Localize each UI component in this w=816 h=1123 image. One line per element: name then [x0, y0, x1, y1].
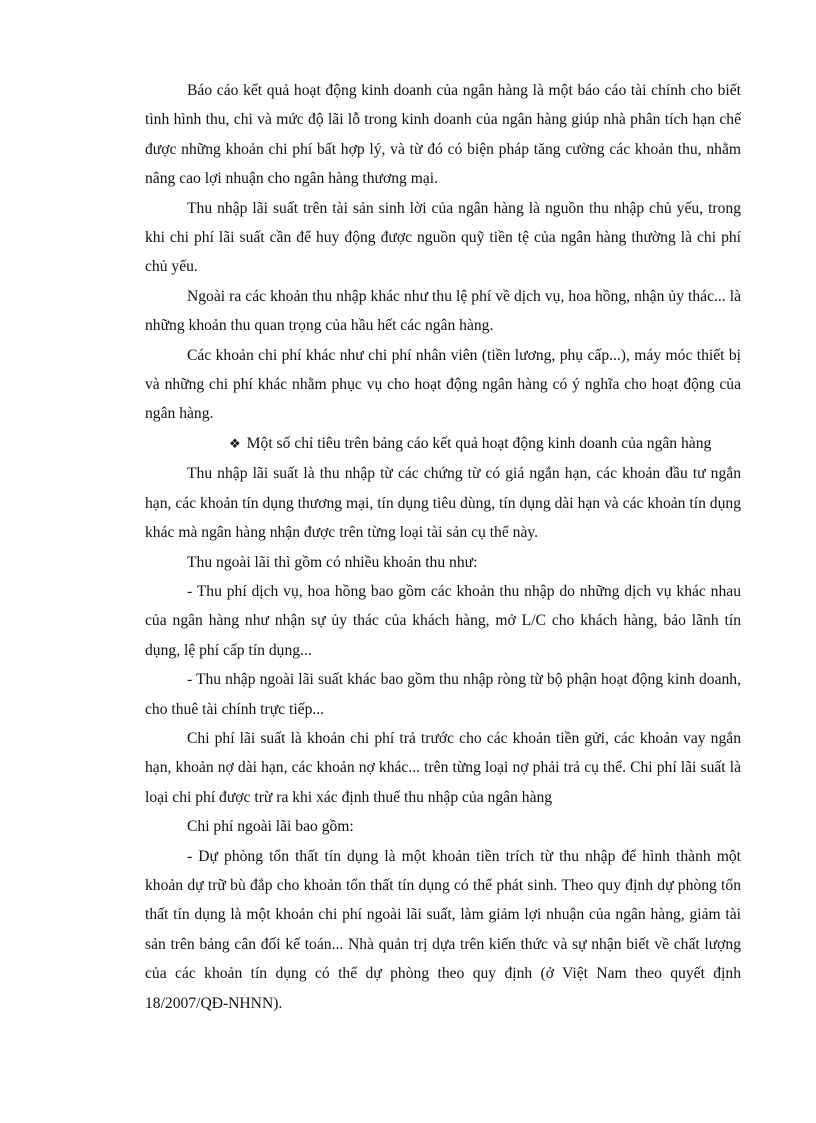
paragraph-non-interest-expense: Chi phí ngoài lãi bao gồm: [187, 818, 354, 836]
diamond-bullet-icon: ❖ [229, 436, 241, 452]
paragraph-interest-income: Thu nhập lãi suất trên tài sản sinh lời của ngân hàng là nguồn thu nhập chủ yếu, trong khi chi phí lãi suất cần để huy động được nguồn quỹ tiền tệ của ngân hàng thường là chi phí chủ yếu. [145, 199, 741, 276]
paragraph-non-interest-income: Thu ngoài lãi thì gồm có nhiều khoản thu như: [187, 553, 478, 571]
paragraph-loan-loss-provision: - Dự phòng tổn thất tín dụng là một khoản tiền trích từ thu nhập để hình thành một khoản dự trữ bù đắp cho khoản tổn thất tín dụng có thể phát sinh. Theo quy định dự phòng tổn thất tín dụng là một khoản chi phí ngoài lãi suất, làm giảm lợi nhuận của ngân hàng, giảm tài sản trên bảng cân đối kế toán... Nhà quản trị dựa trên kiến thức và sự nhận biết về chất lượng của các khoản tín dụng có thể dự phòng theo quy định (ở Việt Nam theo quyết định 18/2007/QĐ-NHNN). [145, 847, 741, 1012]
bullet-heading-text: Một số chỉ tiêu trên bảng cáo kết quả hoạt động kinh doanh của ngân hàng [246, 434, 712, 452]
paragraph-other-expenses: Các khoản chi phí khác như chi phí nhân viên (tiền lương, phụ cấp...), máy móc thiết bị và những chi phí khác nhằm phục vụ cho hoạt động ngân hàng có ý nghĩa cho hoạt động của ngân hàng. [145, 346, 741, 423]
paragraph-intro: Báo cáo kết quả hoạt động kinh doanh của ngân hàng là một báo cáo tài chính cho biết tình hình thu, chi và mức độ lãi lỗ trong kinh doanh của ngân hàng giúp nhà phân tích hạn chế được những khoản chi phí bất hợp lý, và từ đó có biện pháp tăng cường các khoản thu, nhằm nâng cao lợi nhuận cho ngân hàng thương mại. [145, 82, 741, 188]
paragraph-other-non-interest-income: - Thu nhập ngoài lãi suất khác bao gồm thu nhập ròng từ bộ phận hoạt động kinh doanh, cho thuê tài chính trực tiếp... [145, 671, 741, 718]
paragraph-interest-income-definition: Thu nhập lãi suất là thu nhập từ các chứng từ có giá ngắn hạn, các khoản đầu tư ngắn hạn, các khoản tín dụng thương mại, tín dụng tiêu dùng, tín dụng dài hạn và các khoản tín dụng khác mà ngân hàng nhận được trên từng loại tài sản cụ thể này. [145, 465, 741, 542]
document-body [145, 76, 741, 1018]
paragraph-interest-expense: Chi phí lãi suất là khoản chi phí trả trước cho các khoản tiền gửi, các khoản vay ngắn hạn, khoản nợ dài hạn, các khoản nợ khác... trên từng loại nợ phải trả cụ thể. Chi phí lãi suất là loại chi phí được trừ ra khi xác định thuế thu nhập của ngân hàng [145, 729, 741, 806]
bullet-heading [145, 429, 741, 459]
paragraph-service-fees: - Thu phí dịch vụ, hoa hồng bao gồm các khoản thu nhập do những dịch vụ khác nhau của ngân hàng như nhận sự ủy thác của khách hàng, mở L/C cho khách hàng, bảo lãnh tín dụng, lệ phí cấp tín dụng... [145, 582, 741, 659]
paragraph-other-income: Ngoài ra các khoản thu nhập khác như thu lệ phí về dịch vụ, hoa hồng, nhận ủy thác... là những khoản thu quan trọng của hầu hết các ngân hàng. [145, 287, 741, 335]
